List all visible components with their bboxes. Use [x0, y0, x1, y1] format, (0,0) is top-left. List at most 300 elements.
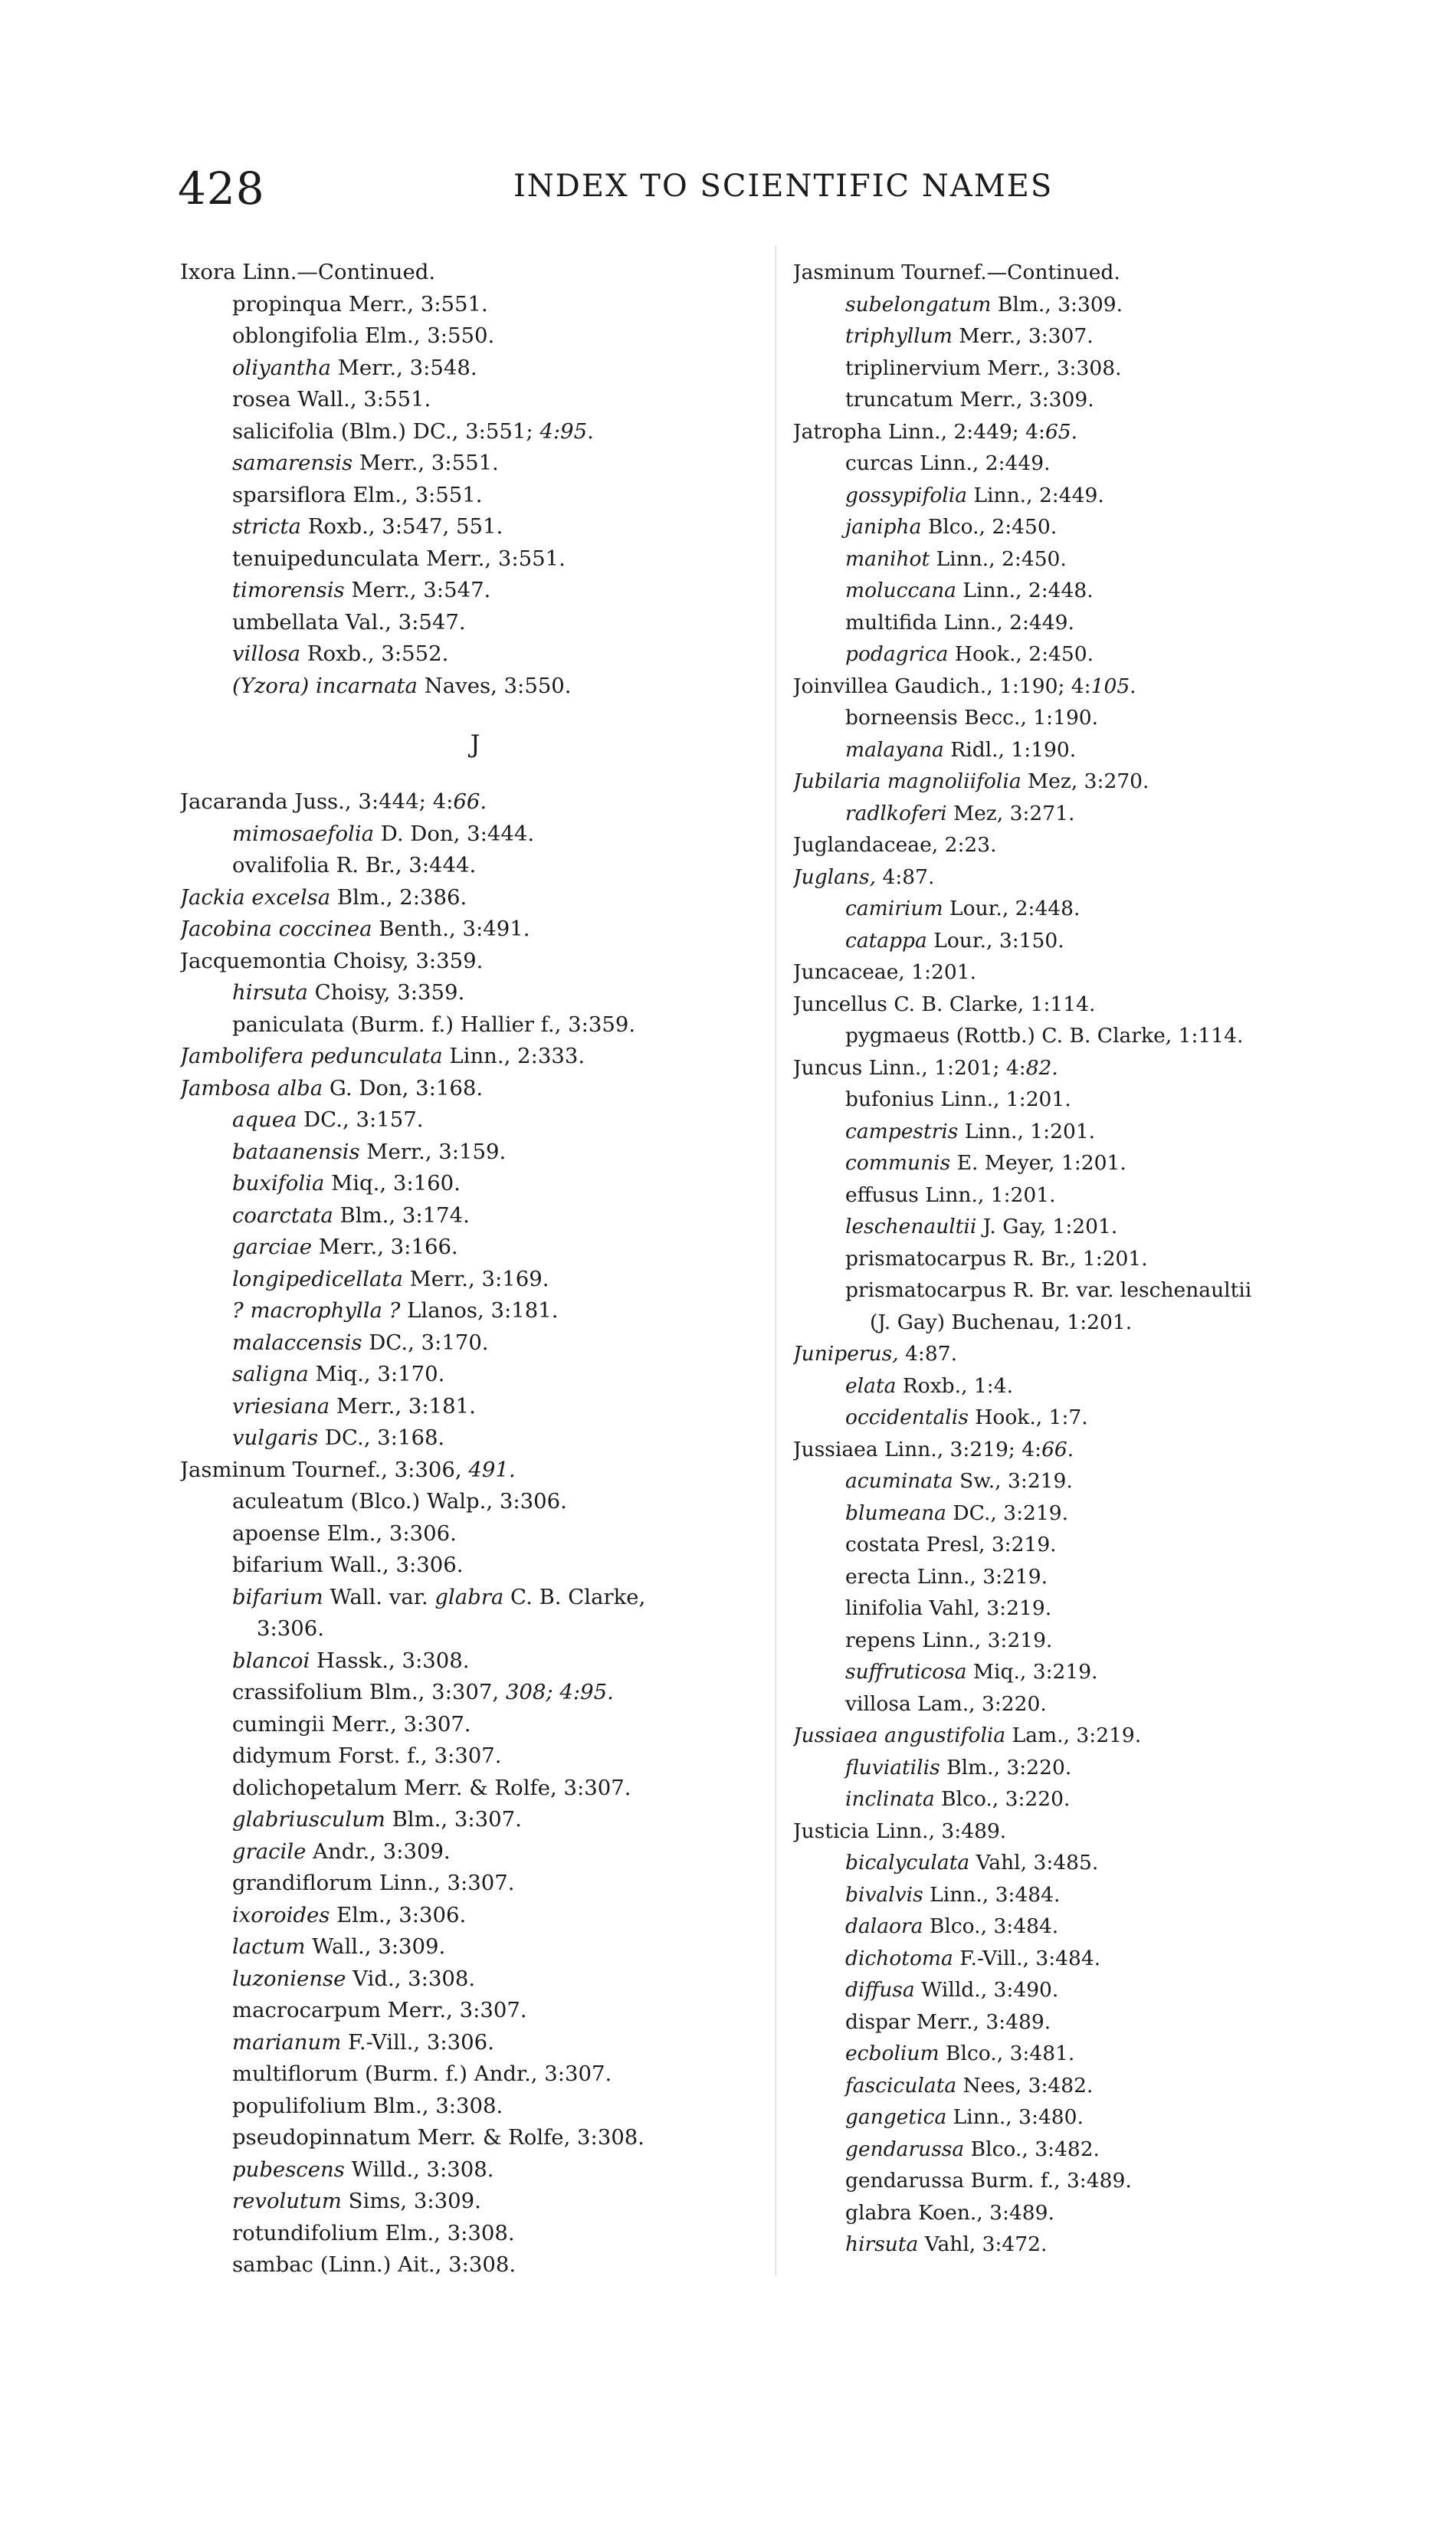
entry-text: Linn., 3:484.	[923, 1882, 1061, 1907]
index-subentry	[793, 1974, 1429, 2006]
index-entry	[180, 914, 785, 946]
index-entry	[793, 956, 1429, 989]
entry-text: Sims, 3:309.	[341, 2189, 481, 2213]
entry-text: Miq., 3:170.	[308, 1362, 445, 1386]
entry-text-italic: glabra	[435, 1584, 504, 1609]
page-number: 428	[178, 162, 265, 215]
entry-text-italic: samarensis	[232, 451, 353, 475]
entry-text: Lour., 2:448.	[943, 897, 1081, 920]
entry-text-italic: campestris	[845, 1119, 959, 1143]
index-subentry	[793, 925, 1429, 957]
entry-text: pygmaeus (Rottb.) C. B. Clarke, 1:114.	[845, 1024, 1244, 1048]
index-subentry	[793, 543, 1429, 576]
index-subentry	[793, 1847, 1429, 1879]
index-subentry	[793, 2165, 1429, 2197]
index-entry	[180, 257, 785, 289]
entry-text: dolichopetalum Merr. & Rolfe, 3:307.	[232, 1775, 631, 1800]
entry-text: dispar Merr., 3:489.	[845, 2009, 1051, 2034]
index-subentry	[793, 1370, 1429, 1402]
entry-text-italic: garciae	[232, 1235, 313, 1259]
entry-text: Joinvillea Gaudich., 1:190; 4:	[793, 674, 1091, 698]
index-subentry	[180, 1836, 785, 1868]
entry-text: Blco., 3:220.	[934, 1787, 1071, 1811]
index-entry	[793, 671, 1429, 703]
index-subentry	[793, 1211, 1429, 1243]
index-subentry	[180, 1709, 785, 1741]
index-subentry	[180, 1963, 785, 1996]
entry-text: macrocarpum Merr., 3:307.	[232, 1998, 527, 2022]
entry-text-italic: revolutum	[232, 2189, 342, 2213]
entry-text-italic: timorensis	[232, 578, 345, 602]
index-subentry	[180, 638, 785, 671]
entry-text: sambac (Linn.) Ait., 3:308.	[232, 2252, 516, 2277]
entry-text-italic: fasciculata	[845, 2073, 957, 2098]
entry-text: G. Don, 3:168.	[323, 1075, 484, 1100]
index-subentry	[793, 1243, 1429, 1275]
index-column-right	[793, 257, 1429, 2261]
entry-text: Merr., 3:169.	[402, 1266, 549, 1291]
entry-text: umbellata Val., 3:547.	[232, 609, 466, 635]
section-letter-heading	[180, 702, 785, 786]
entry-text: Ixora Linn.—Continued.	[180, 260, 436, 284]
index-subentry	[180, 1327, 785, 1360]
entry-text: Benth., 3:491.	[372, 917, 530, 941]
index-subentry	[180, 1359, 785, 1391]
index-subentry	[793, 384, 1429, 416]
index-entry	[793, 766, 1429, 798]
index-subentry	[793, 638, 1429, 671]
entry-text-italic: longipedicellata	[232, 1266, 403, 1291]
entry-text-italic: blumeana	[845, 1501, 946, 1525]
entry-text-italic: buxifolia	[232, 1171, 325, 1196]
entry-text: erecta Linn., 3:219.	[845, 1564, 1048, 1589]
index-subentry	[180, 1645, 785, 1678]
entry-text: Roxb., 3:547, 551.	[300, 514, 503, 539]
index-entry	[180, 946, 785, 978]
entry-text: Linn., 2:449.	[967, 483, 1104, 507]
entry-text: Andr., 3:309.	[306, 1839, 451, 1864]
entry-text: Jasminum Tournef.—Continued.	[793, 261, 1120, 284]
index-subentry	[180, 1391, 785, 1423]
index-subentry	[180, 2122, 785, 2154]
index-subentry	[793, 511, 1429, 543]
entry-text: effusus Linn., 1:201.	[845, 1182, 1056, 1207]
index-subentry	[793, 1561, 1429, 1593]
index-subentry	[793, 1943, 1429, 1975]
entry-text: Linn., 2:450.	[930, 546, 1067, 571]
entry-text: DC., 3:170.	[362, 1330, 489, 1355]
index-subentry	[793, 1084, 1429, 1116]
entry-text: Vahl, 3:485.	[969, 1851, 1099, 1875]
index-subentry	[793, 1179, 1429, 1212]
entry-text: Juglandaceae, 2:23.	[793, 833, 997, 857]
entry-text-italic: pubescens	[232, 2157, 345, 2182]
entry-text-italic: subelongatum	[845, 292, 992, 317]
entry-text-italic: triphyllum	[845, 324, 953, 348]
index-entry	[793, 861, 1429, 894]
entry-text: DC., 3:219.	[946, 1501, 1069, 1525]
entry-text-italic: gendarussa	[845, 2137, 965, 2161]
index-subentry	[793, 1529, 1429, 1561]
entry-text: Linn., 1:201.	[958, 1119, 1096, 1143]
index-subentry	[793, 1147, 1429, 1179]
entry-text-italic: manihot	[845, 546, 930, 571]
entry-text-italic: aquea	[232, 1107, 297, 1132]
index-subentry	[180, 353, 785, 385]
running-title: INDEX TO SCIENTIFIC NAMES	[513, 169, 1054, 204]
entry-text-italic: mimosaefolia	[232, 821, 375, 846]
entry-text: Blco., 3:482.	[964, 2137, 1100, 2161]
entry-text-italic: 65.	[1044, 419, 1078, 444]
index-subentry	[180, 448, 785, 480]
index-entry	[793, 1720, 1429, 1752]
entry-text-italic: gangetica	[845, 2105, 947, 2129]
index-subentry	[180, 1900, 785, 1932]
entry-text-italic: coarctata	[232, 1202, 333, 1228]
entry-text: 3:306.	[257, 1616, 324, 1641]
entry-text: Blco., 3:481.	[939, 2042, 1075, 2065]
index-subentry	[180, 1931, 785, 1963]
entry-text: prismatocarpus R. Br., 1:201.	[845, 1246, 1148, 1271]
entry-text-italic: villosa	[232, 641, 300, 666]
entry-text: Blm., 3:309.	[991, 292, 1123, 317]
entry-text: Hook., 2:450.	[948, 642, 1094, 666]
index-entry	[793, 1816, 1429, 1848]
index-subentry	[180, 2218, 785, 2250]
index-subentry	[180, 1232, 785, 1264]
entry-text: Blm., 3:307.	[385, 1807, 522, 1832]
index-subentry	[180, 1677, 785, 1709]
entry-text: Naves, 3:550.	[417, 673, 572, 698]
entry-text: paniculata (Burm. f.) Hallier f., 3:359.	[232, 1012, 636, 1037]
index-subentry	[180, 1773, 785, 1805]
index-subentry	[793, 1274, 1429, 1307]
entry-text-italic: gracile	[232, 1839, 307, 1864]
entry-text-italic: hirsuta	[232, 980, 308, 1005]
index-column-left	[180, 257, 785, 2281]
index-subentry	[180, 607, 785, 639]
entry-text: Jatropha Linn., 2:449; 4:	[793, 419, 1045, 444]
entry-text: J. Gay, 1:201.	[976, 1215, 1118, 1238]
entry-text-italic: elata	[845, 1373, 897, 1398]
index-subentry	[180, 2154, 785, 2186]
index-subentry	[793, 1879, 1429, 1911]
entry-text: villosa Lam., 3:220.	[845, 1691, 1047, 1716]
entry-text-italic: 66.	[453, 789, 487, 814]
entry-text: cumingii Merr., 3:307.	[232, 1711, 471, 1737]
index-subentry	[793, 893, 1429, 925]
entry-text: D. Don, 3:444.	[374, 821, 535, 846]
entry-text: Blco., 2:450.	[921, 515, 1058, 539]
index-subentry	[180, 1104, 785, 1137]
entry-text-italic: inclinata	[845, 1787, 935, 1811]
entry-text: multifida Linn., 2:449.	[845, 610, 1074, 635]
entry-text: triplinervium Merr., 3:308.	[845, 356, 1122, 380]
entry-text: Roxb., 3:552.	[300, 641, 449, 666]
index-subentry	[793, 1911, 1429, 1943]
entry-text: Juncaceae, 1:201.	[793, 960, 977, 984]
entry-text: Ridl., 1:190.	[943, 737, 1077, 762]
index-subentry	[180, 1200, 785, 1232]
entry-text-italic: 105.	[1090, 674, 1136, 698]
entry-text: Justicia Linn., 3:489.	[793, 1819, 1007, 1843]
index-subentry	[793, 289, 1429, 321]
index-entry	[793, 1052, 1429, 1084]
entry-text-italic: communis	[845, 1151, 951, 1175]
entry-text: Jacaranda Juss., 3:444; 4:	[180, 789, 454, 814]
entry-text: Blm., 3:220.	[940, 1755, 1072, 1779]
index-subentry	[793, 2038, 1429, 2070]
entry-text-italic: Jackia excelsa	[180, 884, 331, 910]
entry-text: borneensis Becc., 1:190.	[845, 706, 1099, 730]
entry-text-italic: 308; 4:95.	[505, 1680, 614, 1704]
entry-text: Lour., 3:150.	[926, 928, 1064, 953]
index-subentry	[793, 575, 1429, 607]
entry-text-italic: 4:95.	[539, 418, 594, 444]
entry-text-italic: hirsuta	[845, 2232, 919, 2256]
index-subentry	[793, 1020, 1429, 1052]
entry-text: prismatocarpus R. Br. var. leschenaultii	[845, 1278, 1252, 1302]
entry-text: DC., 3:168.	[318, 1425, 445, 1450]
entry-text-italic: radlkoferi	[845, 801, 947, 825]
entry-text: Lam., 3:219.	[1005, 1724, 1142, 1747]
entry-text: Merr., 3:181.	[330, 1393, 476, 1419]
entry-text-italic: podagrica	[845, 642, 949, 666]
index-subentry	[180, 850, 785, 882]
entry-text: aculeatum (Blco.) Walp., 3:306.	[232, 1489, 567, 1514]
entry-text-italic: Jussiaea angustifolia	[793, 1724, 1006, 1747]
entry-text: salicifolia (Blm.) DC., 3:551;	[232, 418, 540, 444]
entry-text: Blco., 3:484.	[923, 1914, 1059, 1938]
entry-text: apoense Elm., 3:306.	[232, 1520, 457, 1546]
entry-text: crassifolium Blm., 3:307,	[232, 1680, 506, 1704]
entry-text-italic: vriesiana	[232, 1393, 330, 1419]
entry-text-italic: saligna	[232, 1362, 309, 1386]
entry-text: multiflorum (Burm. f.) Andr., 3:307.	[232, 2062, 612, 2086]
entry-text: C. B. Clarke,	[503, 1584, 646, 1609]
entry-text: Wall., 3:309.	[305, 1934, 446, 1959]
entry-text: linifolia Vahl, 3:219.	[845, 1596, 1052, 1620]
entry-text: repens Linn., 3:219.	[845, 1628, 1053, 1652]
entry-text-italic: bataanensis	[232, 1139, 360, 1164]
index-subentry	[180, 1868, 785, 1900]
entry-text-italic: fluviatilis	[845, 1755, 940, 1779]
entry-text: Merr., 3:307.	[952, 324, 1094, 348]
entry-text-italic: marianum	[232, 2029, 342, 2055]
entry-text: Juncus Linn., 1:201; 4:	[793, 1055, 1026, 1080]
index-subentry	[180, 416, 785, 448]
entry-text: DC., 3:157.	[297, 1107, 424, 1132]
index-subentry	[180, 2058, 785, 2091]
entry-text-italic: oliyantha	[232, 355, 331, 380]
index-subentry	[793, 1656, 1429, 1688]
index-subentry	[793, 607, 1429, 639]
index-subentry	[793, 1625, 1429, 1657]
entry-text: (J. Gay) Buchenau, 1:201.	[870, 1310, 1133, 1334]
entry-text: Vahl, 3:472.	[918, 2232, 1048, 2256]
index-subentry	[180, 1486, 785, 1518]
index-subentry	[793, 320, 1429, 353]
index-subentry	[793, 2006, 1429, 2039]
entry-text: Merr., 3:166.	[312, 1235, 458, 1259]
entry-text-italic: ixoroides	[232, 1902, 330, 1927]
entry-text: Llanos, 3:181.	[400, 1298, 559, 1323]
index-subentry	[793, 798, 1429, 830]
entry-text-italic: malayana	[845, 737, 944, 762]
entry-text: Wall. var.	[323, 1584, 435, 1609]
entry-text: 4:87.	[876, 864, 935, 889]
entry-text: Mez, 3:271.	[946, 801, 1075, 825]
index-subentry	[793, 2229, 1429, 2261]
entry-text-italic: suffruticosa	[845, 1660, 967, 1684]
index-subentry	[793, 1465, 1429, 1497]
entry-text-italic: ecbolium	[845, 2042, 940, 2065]
entry-text-italic: 82.	[1025, 1055, 1058, 1080]
entry-text: Blm., 2:386.	[330, 884, 467, 910]
entry-text: tenuipedunculata Merr., 3:551.	[232, 546, 566, 571]
entry-text-italic: moluccana	[845, 579, 956, 602]
entry-text-italic: diffusa	[845, 1978, 915, 2002]
entry-text: F.-Vill., 3:306.	[341, 2029, 494, 2055]
index-entry	[793, 257, 1429, 289]
index-subentry	[793, 2101, 1429, 2134]
entry-text-italic: vulgaris	[232, 1425, 319, 1450]
index-subentry	[180, 543, 785, 576]
entry-text: propinqua Merr., 3:551.	[232, 291, 488, 317]
entry-text-italic: acuminata	[845, 1469, 953, 1493]
entry-text: pseudopinnatum Merr. & Rolfe, 3:308.	[232, 2125, 645, 2150]
entry-text-italic: janipha	[845, 515, 922, 539]
entry-text: bifarium Wall., 3:306.	[232, 1553, 464, 1577]
entry-text: Juncellus C. B. Clarke, 1:114.	[793, 992, 1096, 1016]
index-subentry	[180, 1804, 785, 1836]
index-subentry	[180, 1137, 785, 1169]
entry-text: 4:87.	[898, 1342, 957, 1366]
index-subentry	[793, 1593, 1429, 1625]
index-entry	[180, 1041, 785, 1073]
entry-text: F.-Vill., 3:484.	[953, 1946, 1101, 1970]
entry-text: Elm., 3:306.	[330, 1902, 467, 1927]
entry-text-italic: occidentalis	[845, 1406, 969, 1429]
entry-text: Linn., 2:448.	[956, 579, 1094, 602]
entry-text-italic: 491.	[468, 1457, 516, 1482]
index-subentry	[793, 1307, 1429, 1339]
entry-text: Miq., 3:219.	[966, 1660, 1098, 1684]
entry-text-italic: glabriusculum	[232, 1807, 385, 1832]
entry-text-italic: lactum	[232, 1934, 306, 1959]
entry-text-italic: Jambosa alba	[180, 1075, 323, 1100]
index-subentry	[793, 353, 1429, 385]
entry-text-italic: bifarium	[232, 1584, 323, 1609]
index-subentry	[180, 480, 785, 512]
entry-text: Choisy, 3:359.	[307, 980, 465, 1005]
index-subentry	[180, 1168, 785, 1200]
index-subentry	[180, 977, 785, 1009]
entry-text-italic: bivalvis	[845, 1882, 923, 1907]
index-subentry	[180, 1582, 785, 1614]
entry-text-italic: luzoniense	[232, 1966, 346, 1991]
entry-text: Willd., 3:490.	[914, 1978, 1059, 2002]
index-subentry	[180, 1740, 785, 1773]
entry-text: Nees, 3:482.	[956, 2073, 1094, 2098]
index-subentry	[180, 2027, 785, 2059]
entry-text: Blm., 3:174.	[333, 1202, 470, 1228]
entry-text: gendarussa Burm. f., 3:489.	[845, 2169, 1132, 2193]
entry-text: Merr., 3:159.	[359, 1139, 507, 1164]
index-entry	[793, 829, 1429, 861]
index-subentry	[793, 702, 1429, 734]
index-subentry	[180, 1613, 785, 1645]
index-subentry	[793, 1752, 1429, 1784]
entry-text: costata Presl, 3:219.	[845, 1533, 1057, 1556]
index-subentry	[793, 480, 1429, 512]
entry-text: E. Meyer, 1:201.	[950, 1151, 1126, 1175]
entry-text: curcas Linn., 2:449.	[845, 451, 1051, 475]
entry-text: Merr., 3:548.	[330, 355, 477, 380]
entry-text: Merr., 3:551.	[353, 451, 499, 475]
index-subentry	[180, 671, 785, 703]
entry-text-italic: Juglans,	[793, 864, 877, 889]
entry-text-italic: Jubilaria magnoliifolia	[793, 769, 1021, 793]
index-subentry	[180, 384, 785, 416]
entry-text: grandiflorum Linn., 3:307.	[232, 1871, 515, 1895]
entry-text: ovalifolia R. Br., 3:444.	[232, 853, 477, 877]
entry-text: oblongifolia Elm., 3:550.	[232, 323, 495, 348]
entry-text-italic: stricta	[232, 514, 301, 539]
entry-text-italic: catappa	[845, 928, 927, 953]
entry-text-italic: Jambolifera pedunculata	[180, 1044, 443, 1068]
entry-text: Jasminum Tournef., 3:306,	[180, 1457, 469, 1482]
index-entry	[180, 1455, 785, 1487]
index-subentry	[793, 2134, 1429, 2166]
entry-text: Roxb., 1:4.	[896, 1373, 1013, 1398]
entry-text-italic: ? macrophylla ?	[232, 1298, 401, 1323]
entry-text: Hassk., 3:308.	[310, 1648, 470, 1673]
entry-text-italic: 66.	[1041, 1437, 1074, 1461]
index-subentry	[180, 2249, 785, 2281]
entry-text-italic: Jacobina coccinea	[180, 917, 372, 941]
entry-text: Merr., 3:547.	[344, 578, 491, 602]
index-entry	[793, 1338, 1429, 1370]
index-entry	[793, 1434, 1429, 1466]
entry-text: Hook., 1:7.	[968, 1406, 1088, 1429]
index-subentry	[180, 1550, 785, 1582]
entry-text: bufonius Linn., 1:201.	[845, 1087, 1071, 1111]
entry-text: Willd., 3:308.	[344, 2157, 494, 2182]
index-subentry	[793, 2197, 1429, 2229]
entry-text: Linn., 3:480.	[946, 2105, 1084, 2129]
index-subentry	[180, 1009, 785, 1041]
index-entry	[793, 416, 1429, 448]
entry-text: populifolium Blm., 3:308.	[232, 2093, 503, 2118]
entry-text: rotundifolium Elm., 3:308.	[232, 2220, 515, 2245]
entry-text-italic: malaccensis	[232, 1330, 362, 1355]
entry-text: Jussiaea Linn., 3:219; 4:	[793, 1437, 1042, 1461]
entry-text: rosea Wall., 3:551.	[232, 387, 431, 412]
entry-text-italic: camirium	[845, 897, 943, 920]
index-entry	[180, 786, 785, 818]
index-subentry	[793, 2070, 1429, 2102]
entry-text: glabra Koen., 3:489.	[845, 2200, 1054, 2225]
entry-text-italic: blancoi	[232, 1648, 310, 1673]
index-subentry	[180, 1295, 785, 1327]
index-subentry	[180, 1264, 785, 1296]
entry-text-italic: Juniperus,	[793, 1342, 899, 1366]
index-subentry	[180, 2091, 785, 2123]
entry-text: Miq., 3:160.	[324, 1171, 461, 1196]
index-subentry	[793, 448, 1429, 480]
index-entry	[180, 882, 785, 914]
